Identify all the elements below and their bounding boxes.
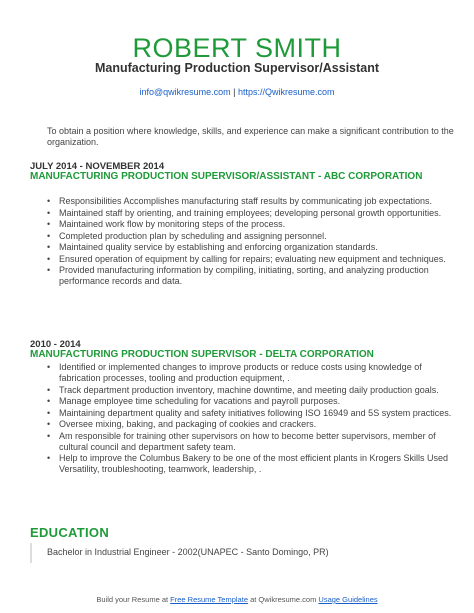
job-1-dates: JULY 2014 - NOVEMBER 2014 <box>30 161 165 172</box>
website-link[interactable]: https://Qwikresume.com <box>237 87 335 97</box>
bullet-icon: • <box>47 430 51 441</box>
bullet-icon: • <box>47 196 51 206</box>
footer <box>0 595 474 604</box>
education-heading: EDUCATION <box>30 525 110 540</box>
bullet-icon: • <box>47 207 51 218</box>
list-item: • Completed production plan by scheduling and assigning personnel. <box>47 230 327 241</box>
footer-mid: at Qwikresume.com <box>247 595 319 604</box>
list-item: • Provided manufacturing information by compiling, initiating, sorting, and analyzing production performance records and data. <box>47 265 429 286</box>
candidate-title: Manufacturing Production Supervisor/Assistant <box>94 61 380 75</box>
list-item: • Responsibilities Accomplishes manufacturing staff results by communicating job expectations. <box>47 196 433 206</box>
footer-prefix: Build your Resume at <box>96 595 171 604</box>
contact-separator: | <box>230 87 238 97</box>
list-item: • Maintained quality service by establishing and enforcing organization standards. <box>47 242 378 252</box>
list-item: • Maintaining department quality and safety initiatives following ISO 16949 and 5S system practices. <box>47 407 452 418</box>
bullet-icon: • <box>47 407 51 418</box>
list-item: • Oversee mixing, baking, and packaging of cookies and crackers. <box>47 419 317 429</box>
job-2-title: MANUFACTURING PRODUCTION SUPERVISOR - DELTA CORPORATION <box>30 349 374 360</box>
list-item: • Track department production inventory, machine downtime, and meeting daily production goals. <box>47 384 439 395</box>
objective-text: To obtain a position where knowledge, skills, and experience can make a significant contribution to the organization. <box>47 126 454 147</box>
bullet-icon: • <box>47 362 51 372</box>
bullet-icon: • <box>47 253 51 264</box>
list-item: • Ensured operation of equipment by calling for repairs; evaluating new equipment and techniques. <box>47 253 446 264</box>
list-item: • Am responsible for training other supervisors on how to become better supervisors, member of cultural council and department safety team. <box>47 430 436 452</box>
candidate-name: ROBERT SMITH <box>132 33 342 63</box>
job-2-dates: 2010 - 2014 <box>30 339 81 350</box>
section-divider <box>30 543 32 563</box>
job-1-title: MANUFACTURING PRODUCTION SUPERVISOR/ASSISTANT - ABC CORPORATION <box>30 171 423 182</box>
list-item: • Maintained work flow by monitoring steps of the process. <box>47 219 286 229</box>
bullet-icon: • <box>47 396 51 406</box>
bullet-icon: • <box>47 219 51 229</box>
free-resume-template-link[interactable]: Free Resume Template <box>170 595 248 604</box>
bullet-icon: • <box>47 453 51 463</box>
bullet-icon: • <box>47 230 51 241</box>
contact-line <box>0 87 474 98</box>
usage-guidelines-link[interactable]: Usage Guidelines <box>318 595 378 604</box>
list-item: • Identified or implemented changes to improve products or reduce costs using knowledge of fabrication processes, tooling and production equipment, . <box>47 362 422 383</box>
bullet-icon: • <box>47 419 51 429</box>
list-item: • Help to improve the Columbus Bakery to be one of the most efficient plants in Krogers Skills Used Versatility, troubleshooting, teamwork, leadership, . <box>47 453 449 474</box>
job-1-bullets <box>47 196 452 288</box>
list-item: • Manage employee time scheduling for vacations and payroll purposes. <box>47 396 341 406</box>
bullet-icon: • <box>47 384 51 395</box>
bullet-icon: • <box>47 265 51 275</box>
job-2-bullets <box>47 362 452 476</box>
bullet-icon: • <box>47 242 51 252</box>
education-entry: Bachelor in Industrial Engineer - 2002(UNAPEC - Santo Domingo, PR) <box>47 547 329 557</box>
email-link[interactable]: info@qwikresume.com <box>139 87 231 97</box>
list-item: • Maintained staff by orienting, and training employees; developing personal growth opportunities. <box>47 207 442 218</box>
